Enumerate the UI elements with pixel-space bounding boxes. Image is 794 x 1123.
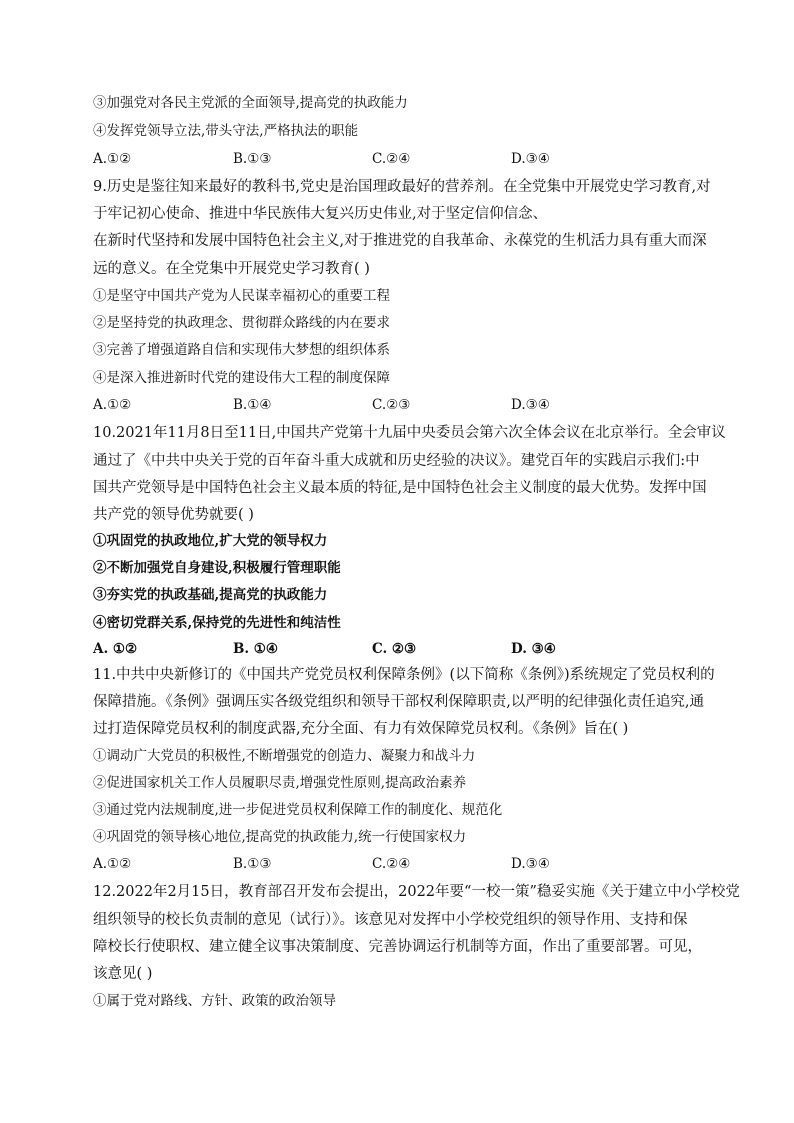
q10-choice-1: ①巩固党的执政地位,扩大党的领导权力 bbox=[93, 533, 328, 549]
q9-option-a: A.①② bbox=[93, 397, 132, 413]
q10-option-a: A. ①② bbox=[93, 641, 138, 657]
q10-stem-line: 共产党的领导优势就要( ) bbox=[93, 507, 254, 523]
q12-choice-1: ①属于党对路线、方针、政策的政治领导 bbox=[93, 993, 336, 1009]
q11-choice-2: ②促进国家机关工作人员履职尽责,增强党性原则,提高政治素养 bbox=[93, 775, 467, 791]
q10-choice-2: ②不断加强党自身建设,积极履行管理职能 bbox=[93, 560, 341, 576]
q11-choice-1: ①调动广大党员的积极性,不断增强党的创造力、凝聚力和战斗力 bbox=[93, 748, 476, 764]
q9-choice-1: ①是坚守中国共产党为人民谋幸福初心的重要工程 bbox=[93, 288, 390, 304]
q11-stem-line: 11.中共中央新修订的《中国共产党党员权利保障条例》(以下简称《条例》)系统规定了党员权利的 bbox=[93, 667, 715, 683]
q12-stem-line: 12.2022年2月15日，教育部召开发布会提出，2022年要“一校一策”稳妥实施《关于建立中小学校党 bbox=[93, 884, 740, 900]
q9-stem-line: 在新时代坚持和发展中国特色社会主义,对于推进党的自我革命、永葆党的生机活力具有重大而深 bbox=[93, 233, 707, 249]
q8-option-a: A.①② bbox=[93, 151, 132, 167]
q10-option-b: B. ①④ bbox=[233, 641, 279, 657]
q10-stem-line: 10.2021年11月8日至11日,中国共产党第十九届中央委员会第六次全体会议在北京举行。全会审议 bbox=[93, 425, 726, 441]
q11-option-d: D.③④ bbox=[511, 856, 550, 872]
q9-choice-3: ③完善了增强道路自信和实现伟大梦想的组织体系 bbox=[93, 342, 390, 358]
q9-stem-line: 于牢记初心使命、推进中华民族伟大复兴历史伟业,对于坚定信仰信念、 bbox=[93, 206, 548, 222]
q11-options bbox=[0, 854, 794, 874]
q11-stem-line: 过打造保障党员权利的制度武器,充分全面、有力有效保障党员权利。《条例》旨在( ) bbox=[93, 721, 629, 737]
q10-option-c: C. ②③ bbox=[372, 641, 417, 657]
q12-stem-line: 该意见( ) bbox=[93, 966, 153, 982]
q11-option-a: A.①② bbox=[93, 856, 132, 872]
q12-stem-line: 组织领导的校长负责制的意见（试行）》。该意见对发挥中小学校党组织的领导作用、支持和保 bbox=[93, 912, 688, 928]
q11-option-c: C.②④ bbox=[372, 856, 411, 872]
q10-choice-4: ④密切党群关系,保持党的先进性和纯洁性 bbox=[93, 615, 341, 631]
q9-choice-2: ②是坚持党的执政理念、贯彻群众路线的内在要求 bbox=[93, 315, 390, 331]
q9-options bbox=[0, 395, 794, 415]
q10-stem-line: 通过了《中共中央关于党的百年奋斗重大成就和历史经验的决议》。建党百年的实践启示我们:中 bbox=[93, 453, 700, 469]
q9-option-d: D.③④ bbox=[511, 397, 550, 413]
q11-option-b: B.①③ bbox=[233, 856, 272, 872]
q8-choice-4: ④发挥党领导立法,带头守法,严格执法的职能 bbox=[93, 123, 359, 139]
q10-choice-3: ③夯实党的执政基础,提高党的执政能力 bbox=[93, 587, 328, 603]
q10-options bbox=[0, 639, 794, 659]
q8-option-c: C.②④ bbox=[372, 151, 411, 167]
q9-stem-line: 远的意义。在全党集中开展党史学习教育( ) bbox=[93, 261, 370, 277]
q10-option-d: D. ③④ bbox=[511, 641, 556, 657]
q9-option-b: B.①④ bbox=[233, 397, 272, 413]
q11-stem-line: 保障措施。《条例》强调压实各级党组织和领导干部权利保障职责,以严明的纪律强化责任追究,通 bbox=[93, 694, 704, 710]
q8-choice-3: ③加强党对各民主党派的全面领导,提高党的执政能力 bbox=[93, 95, 408, 111]
q12-stem-line: 障校长行使职权、建立健全议事决策制度、完善协调运行机制等方面，作出了重要部署。可见， bbox=[93, 939, 702, 955]
q9-choice-4: ④是深入推进新时代党的建设伟大工程的制度保障 bbox=[93, 370, 390, 386]
q8-option-d: D.③④ bbox=[511, 151, 550, 167]
q10-stem-line: 国共产党领导是中国特色社会主义最本质的特征,是中国特色社会主义制度的最大优势。发挥中国 bbox=[93, 480, 707, 496]
q11-choice-3: ③通过党内法规制度,进一步促进党员权利保障工作的制度化、规范化 bbox=[93, 802, 503, 818]
q9-stem-line: 9.历史是鉴往知来最好的教科书,党史是治国理政最好的营养剂。在全党集中开展党史学习教育,对 bbox=[93, 179, 711, 195]
q8-options bbox=[0, 149, 794, 169]
q8-option-b: B.①③ bbox=[233, 151, 272, 167]
q9-option-c: C.②③ bbox=[372, 397, 411, 413]
q11-choice-4: ④巩固党的领导核心地位,提高党的执政能力,统一行使国家权力 bbox=[93, 829, 467, 845]
